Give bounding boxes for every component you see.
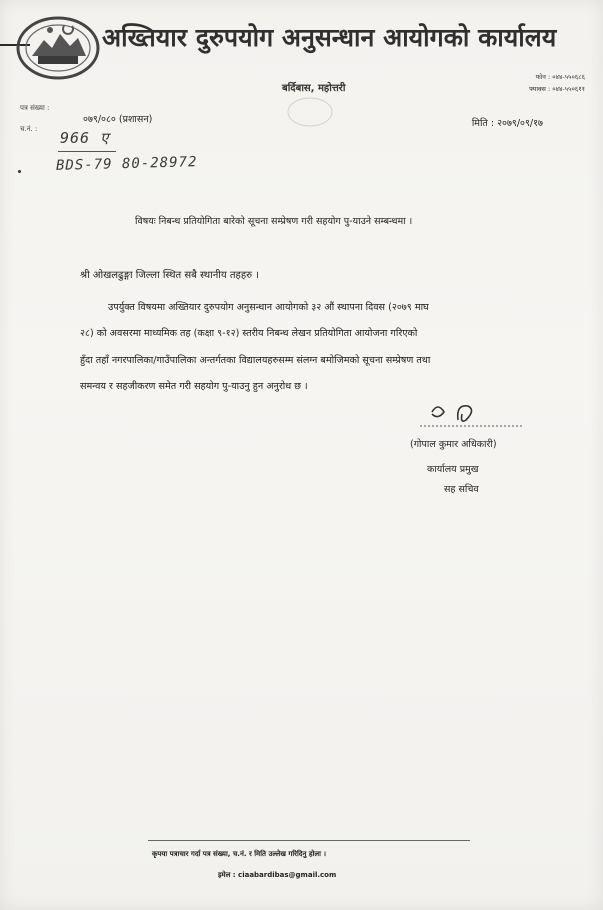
footer-note: कृपया पत्राचार गर्दा पत्र संख्या, च.नं. र मिति उल्लेख गरिदिनु होला ।: [152, 850, 327, 858]
emblem-logo-icon: [14, 10, 102, 84]
letter-salutation: श्री ओखलढुङ्गा जिल्ला स्थित सबै स्थानीय तहहरु ।: [80, 270, 260, 281]
handwriting-underline: [58, 151, 116, 152]
body-line: हुँदा तहाँ नगरपालिका/गाउँपालिका अन्तर्गतका विद्यालयहरुसम्म संलग्न बमोजिमको सूचना सम्प्रेषण तथा: [80, 355, 431, 366]
handwritten-signature-icon: [418, 398, 528, 432]
footer-email: इमेल : ciaabardibas@gmail.com: [218, 871, 337, 879]
chalani-handwritten-value: 966 ए: [60, 129, 110, 147]
letter-date: मिति : २०७९/०९/१७: [471, 118, 543, 129]
signatory-subtitle: सह सचिव: [444, 484, 479, 495]
chalani-label: च.नं. :: [20, 125, 38, 133]
darta-handwritten-value: BDS-79 80-28972: [55, 154, 198, 174]
phone-number: फोन : ०४४-५५०६८६: [535, 73, 585, 81]
faded-stamp-icon: [286, 96, 334, 128]
signatory-name: (गोपाल कुमार अधिकारी): [410, 439, 497, 450]
patra-sankhya-label: पत्र संख्या :: [20, 104, 50, 112]
signatory-title: कार्यालय प्रमुख: [427, 464, 479, 475]
fax-number: फ्याक्स : ०४४-५५०६११: [529, 85, 585, 93]
margin-dot: [18, 170, 21, 173]
office-location: बर्दिबास, महोत्तरी: [282, 83, 346, 94]
body-line: समन्वय र सहजीकरण समेत गरी सहयोग पु-याउनु हुन अनुरोध छ ।: [80, 381, 308, 392]
office-title: अख्तियार दुरुपयोग अनुसन्धान आयोगको कार्यालय: [102, 23, 557, 52]
footer-rule: [148, 840, 470, 841]
patra-sankhya-value: ०७९/०८० (प्रशासन): [83, 114, 153, 125]
letter-subject: विषयः निबन्ध प्रतियोगिता बारेको सूचना सम्प्रेषण गरी सहयोग पु-याउने सम्बन्धमा ।: [135, 216, 413, 227]
body-line: २८) को अवसरमा माध्यमिक तह (कक्षा ९-१२) स्तरीय निबन्ध लेखन प्रतियोगिता आयोजना गरिएको: [80, 328, 418, 339]
body-line: उपर्युक्त विषयमा अख्तियार दुरुपयोग अनुसन्धान आयोगको ३२ औं स्थापना दिवस (२०७९ माघ: [108, 302, 429, 313]
